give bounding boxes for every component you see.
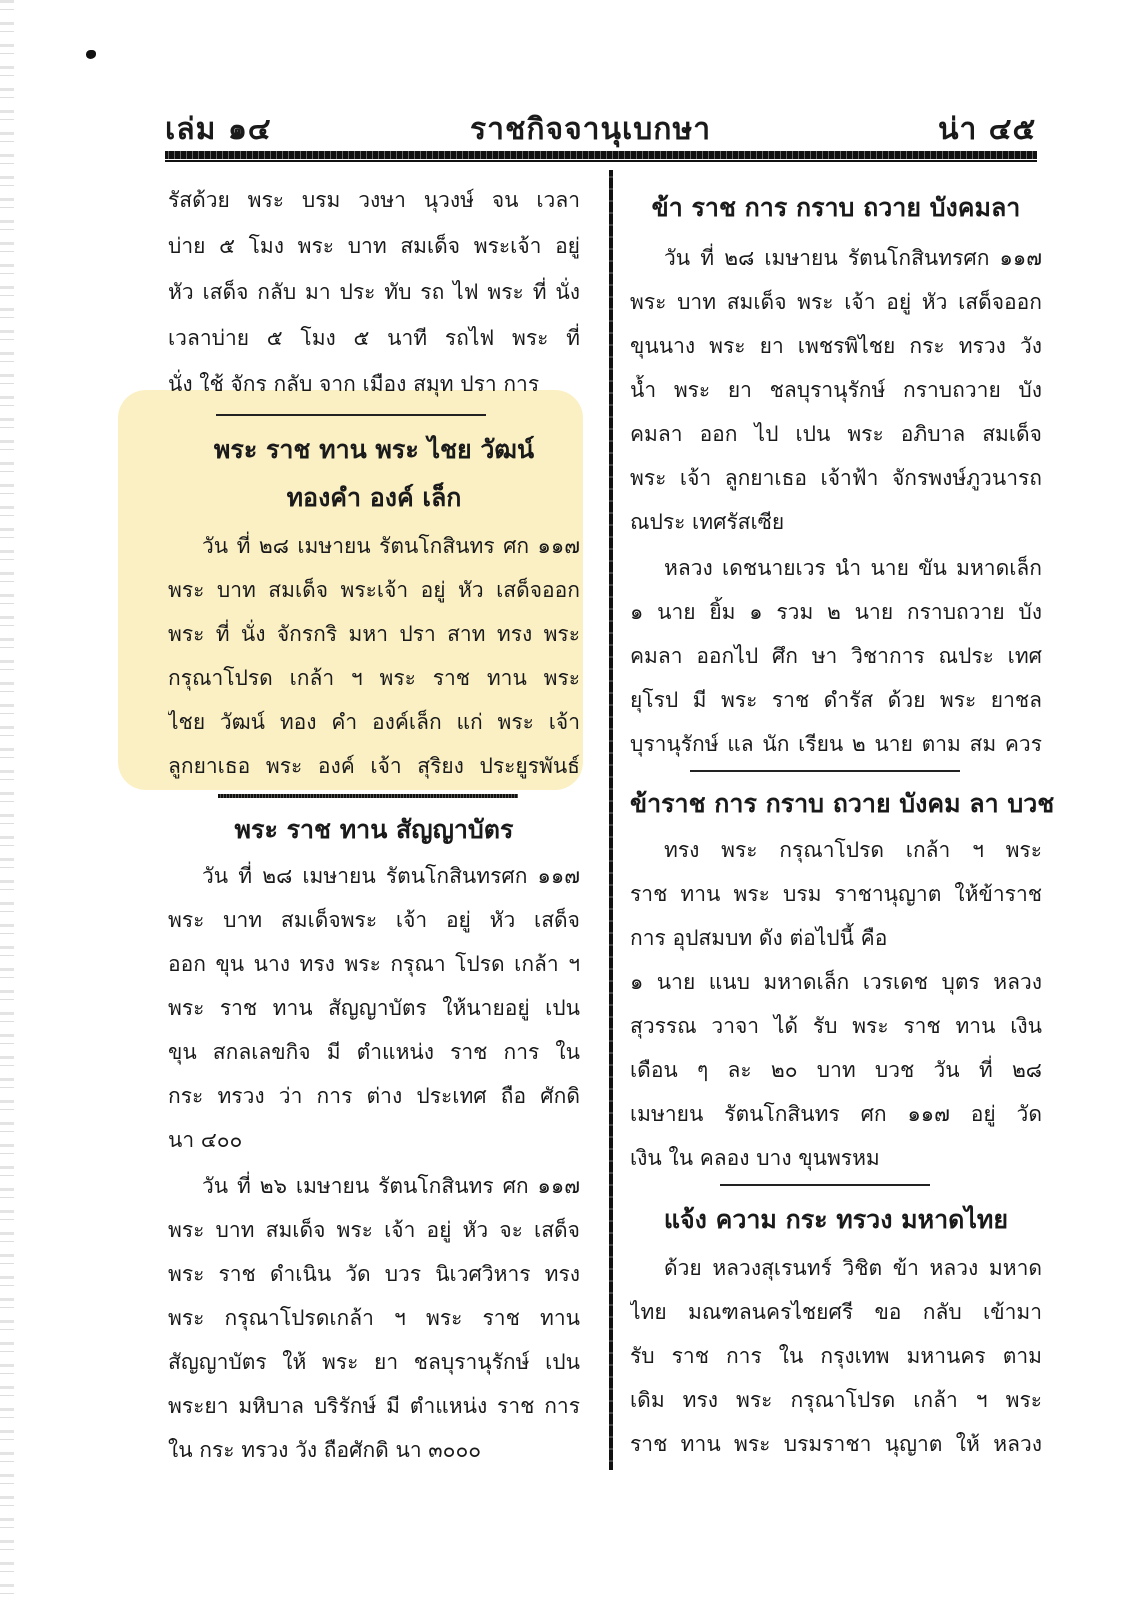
text-line: พระ บาท สมเด็จ พระเจ้า อยู่ หัว เสด็จออก xyxy=(168,578,580,602)
text-line: ด้วย หลวงสุเรนทร์ วิชิต ข้า หลวง มหาด xyxy=(664,1256,1042,1280)
section-heading: ข้าราช การ กราบ ถวาย บังคม ลา บวช xyxy=(630,789,1055,818)
ink-spot xyxy=(86,50,96,59)
text-line: หลวง เดชนายเวร นำ นาย ขัน มหาดเล็ก xyxy=(664,556,1042,580)
scan-edge xyxy=(0,0,14,1600)
text-line: ใน กระ ทรวง วัง ถือศักดิ นา ๓๐๐๐ xyxy=(168,1438,482,1462)
column-divider xyxy=(609,170,613,1470)
section-heading: พระ ราช ทาน สัญญาบัตร xyxy=(234,815,514,844)
text-line: ไชย วัฒน์ ทอง คำ องค์เล็ก แก่ พระ เจ้า xyxy=(168,710,580,734)
text-line: วัน ที่ ๒๘ เมษายน รัตนโกสินทรศก ๑๑๗ xyxy=(202,864,580,888)
text-line: หัว เสด็จ กลับ มา ประ ทับ รถ ไฟ พระ ที่ นั่ง xyxy=(168,280,580,304)
text-line: ไทย มณฑลนครไชยศรี ขอ กลับ เข้ามา xyxy=(630,1300,1042,1324)
text-line: เดือน ๆ ละ ๒๐ บาท บวช วัน ที่ ๒๘ xyxy=(630,1058,1042,1082)
section-subheading: ทองคำ องค์ เล็ก xyxy=(286,483,462,512)
text-line: ยุโรป มี พระ ราช ดำรัส ด้วย พระ ยาชล xyxy=(630,688,1042,712)
text-line: ราช ทาน พระ บรมราชา นุญาต ให้ หลวง xyxy=(630,1432,1042,1456)
text-line: รัสด้วย พระ บรม วงษา นุวงษ์ จน เวลา xyxy=(168,188,580,212)
section-heading: ข้า ราช การ กราบ ถวาย บังคมลา xyxy=(651,193,1021,222)
text-line: ราช ทาน พระ บรม ราชานุญาต ให้ข้าราช xyxy=(630,882,1042,906)
text-line: นั่ง ใช้ จักร กลับ จาก เมือง สมุท ปรา การ xyxy=(168,372,540,396)
text-line: น้ำ พระ ยา ชลบุรานุรักษ์ กราบถวาย บัง xyxy=(630,378,1042,402)
text-line: ลูกยาเธอ พระ องค์ เจ้า สุริยง ประยูรพันธ์ xyxy=(168,754,580,778)
text-line: ๑ นาย แนบ มหาดเล็ก เวรเดช บุตร หลวง xyxy=(630,970,1042,994)
text-line: ณประ เทศรัสเซีย xyxy=(630,510,785,534)
text-line: รับ ราช การ ใน กรุงเทพ มหานคร ตาม xyxy=(630,1344,1042,1368)
text-line: การ อุปสมบท ดัง ต่อไปนี้ คือ xyxy=(630,926,888,950)
text-line: พระ บาท สมเด็จ พระ เจ้า อยู่ หัว จะ เสด็จ xyxy=(168,1218,580,1242)
page-number: น่า ๔๕ xyxy=(938,112,1037,147)
text-line: พระยา มหิบาล บริรักษ์ มี ตำแหน่ง ราช การ xyxy=(168,1394,580,1418)
volume-number: เล่ม ๑๔ xyxy=(165,112,272,147)
text-line: สัญญาบัตร ให้ พระ ยา ชลบุรานุรักษ์ เปน xyxy=(168,1350,580,1374)
text-line: คมลา ออกไป ศึก ษา วิชาการ ณประ เทศ xyxy=(630,644,1042,668)
text-line: วัน ที่ ๒๘ เมษายน รัตนโกสินทร ศก ๑๑๗ xyxy=(202,534,580,558)
text-line: บุรานุรักษ์ แล นัก เรียน ๒ นาย ตาม สม ควร xyxy=(630,732,1042,756)
section-divider xyxy=(720,1184,930,1186)
header-rule-thin xyxy=(165,160,1037,162)
text-line: วัน ที่ ๒๖ เมษายน รัตนโกสินทร ศก ๑๑๗ xyxy=(202,1174,580,1198)
text-line: สุวรรณ วาจา ได้ รับ พระ ราช ทาน เงิน xyxy=(630,1014,1042,1038)
text-line: พระ บาท สมเด็จ พระ เจ้า อยู่ หัว เสด็จออก xyxy=(630,290,1042,314)
text-line: พระ ราช ทาน สัญญาบัตร ให้นายอยู่ เปน xyxy=(168,996,580,1020)
text-line: เมษายน รัตนโกสินทร ศก ๑๑๗ อยู่ วัด xyxy=(630,1102,1042,1126)
section-divider xyxy=(216,414,486,416)
text-line: พระ บาท สมเด็จพระ เจ้า อยู่ หัว เสด็จ xyxy=(168,908,580,932)
text-line: นา ๔๐๐ xyxy=(168,1128,243,1152)
text-line: ทรง พระ กรุณาโปรด เกล้า ฯ พระ xyxy=(664,838,1042,862)
text-line: พระ กรุณาโปรดเกล้า ฯ พระ ราช ทาน xyxy=(168,1306,580,1330)
section-divider xyxy=(218,794,518,798)
text-line: คมลา ออก ไป เปน พระ อภิบาล สมเด็จ xyxy=(630,422,1042,446)
text-line: เงิน ใน คลอง บาง ขุนพรหม xyxy=(630,1146,880,1170)
text-line: พระ เจ้า ลูกยาเธอ เจ้าฟ้า จักรพงษ์ภูวนารถ xyxy=(630,466,1042,490)
text-line: ขุนนาง พระ ยา เพชรพิไชย กระ ทรวง วัง xyxy=(630,334,1042,358)
text-line: ขุน สกลเลขกิจ มี ตำแหน่ง ราช การ ใน xyxy=(168,1040,580,1064)
publication-title: ราชกิจจานุเบกษา xyxy=(470,112,712,147)
text-line: กระ ทรวง ว่า การ ต่าง ประเทศ ถือ ศักดิ xyxy=(168,1084,580,1108)
text-line: กรุณาโปรด เกล้า ฯ พระ ราช ทาน พระ xyxy=(168,666,580,690)
text-line: วัน ที่ ๒๘ เมษายน รัตนโกสินทรศก ๑๑๗ xyxy=(664,246,1042,270)
text-line: พระ ที่ นั่ง จักรกริ มหา ปรา สาท ทรง พระ xyxy=(168,622,580,646)
text-line: พระ ราช ดำเนิน วัด บวร นิเวศวิหาร ทรง xyxy=(168,1262,580,1286)
text-line: บ่าย ๕ โมง พระ บาท สมเด็จ พระเจ้า อยู่ xyxy=(168,234,580,258)
text-line: เวลาบ่าย ๕ โมง ๕ นาที รถไฟ พระ ที่ xyxy=(168,326,580,350)
text-line: ออก ขุน นาง ทรง พระ กรุณา โปรด เกล้า ฯ xyxy=(168,952,580,976)
section-divider xyxy=(690,770,960,772)
text-line: เดิม ทรง พระ กรุณาโปรด เกล้า ฯ พระ xyxy=(630,1388,1042,1412)
section-heading: แจ้ง ความ กระ ทรวง มหาดไทย xyxy=(663,1205,1009,1234)
section-heading: พระ ราช ทาน พระ ไชย วัฒน์ xyxy=(213,435,535,464)
header-rule xyxy=(165,151,1037,159)
text-line: ๑ นาย ยิ้ม ๑ รวม ๒ นาย กราบถวาย บัง xyxy=(630,600,1042,624)
